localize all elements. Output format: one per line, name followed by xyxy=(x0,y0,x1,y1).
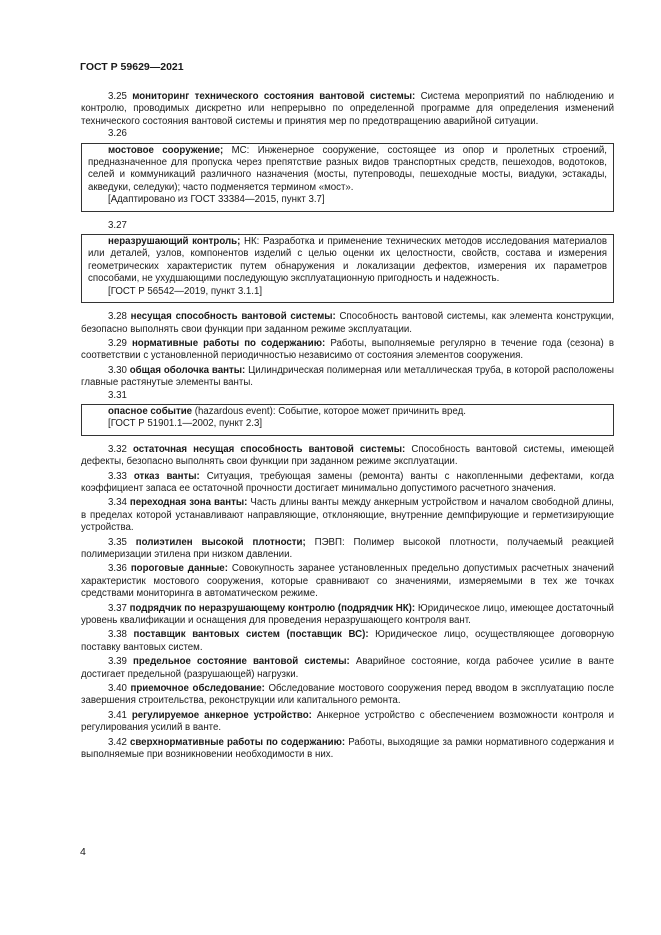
term-definition: МС: Инженерное сооружение, состоящее из опор и пролетных строений, предназначенное для пропуска через препятствие разных видов транспортных средств, пешеходов, водотоков, селей и коммуникаций различного назначения (мосты, путепроводы, пешеходные мосты, виадуки, эстакады, акведуки, селедуки); часто подменяется термином «мост». xyxy=(88,144,607,193)
terms-section xyxy=(81,91,614,762)
term-name: переходная зона ванты: xyxy=(129,497,248,509)
term-name: общая оболочка ванты: xyxy=(129,364,246,376)
term-name: отказ ванты: xyxy=(133,470,200,482)
term-definition: Работы, выполняемые регулярно в течение года (сезона) в соответствии с установленной периодичностью независимо от состояния элементов сооружения. xyxy=(81,337,614,362)
term-number-3-27: 3.27 xyxy=(108,219,127,231)
term-name: пороговые данные: xyxy=(130,563,228,575)
page-number: 4 xyxy=(80,846,86,858)
term-name: неразрушающий контроль; xyxy=(108,236,241,248)
term-number-3-31: 3.31 xyxy=(108,389,127,401)
term-definition: Ситуация, требующая замены (ремонта) ванты с накопленными дефектами, когда коэффициент запаса ее остаточной прочности достигает минимально допустимого расчетного значения. xyxy=(81,470,614,494)
term-definition: Обследование мостового сооружения перед вводом в эксплуатацию после завершения строительства, реконструкции или капитального ремонта. xyxy=(81,683,614,707)
term-entry-3-30: 3.30 общая оболочка ванты: Цилиндрическая полимерная или металлическая труба, в которой расположены главные растянутые элементы ванты. xyxy=(81,364,614,389)
term-entry-3-35: 3.35 полиэтилен высокой плотности; ПЭВП: Полимер высокой плотности, получаемый реакцией полимеризации этилена при низком давлении. xyxy=(81,536,614,560)
definition-source: [ГОСТ Р 56542—2019, пункт 3.1.1] xyxy=(108,285,263,297)
term-definition: Способность вантовой системы, как элемента конструкции, безопасно выполнять свои функции при заданном режиме эксплуатации. xyxy=(81,311,615,335)
term-name: нормативные работы по содержанию: xyxy=(131,337,326,349)
term-definition: Работы, выходящие за рамки нормативного содержания и выполняемые при возникновении необходимости в них. xyxy=(81,736,614,761)
term-entry-3-25: 3.25 мониторинг технического состояния вантовой системы: Система мероприятий по наблюдению и контролю, проводимых дискретно или непрерывно по определенной программе для определения изменений технического состояния вантовой системы и принятия мер по предотвращению аварийной ситуации. xyxy=(81,91,614,127)
term-definition: Анкерное устройство с обеспечением возможности контроля и регулирования усилий в ванте. xyxy=(81,709,615,734)
term-name: опасное событие xyxy=(108,405,193,417)
term-definition: Способность вантовой системы, имеющей дефекты, безопасно выполнять свои функции при заданном режиме эксплуатации. xyxy=(81,443,614,468)
term-definition: Аварийное состояние, когда рабочее усилие в ванте достигает предельной (разрушающей) нагрузки. xyxy=(81,656,614,680)
term-entry-3-38: 3.38 поставщик вантовых систем (поставщик ВС): Юридическое лицо, осуществляющее договорную поставку вантовых систем. xyxy=(81,629,614,653)
term-name: регулируемое анкерное устройство: xyxy=(131,709,312,721)
definition-source: [Адаптировано из ГОСТ 33384—2015, пункт 3.7] xyxy=(108,194,325,206)
term-entry-3-37: 3.37 подрядчик по неразрушающему контролю (подрядчик НК): Юридическое лицо, имеющее достаточный уровень квалификации и оснащения для проведения неразрушающего контроля вант. xyxy=(81,602,614,627)
term-name: остаточная несущая способность вантовой системы: xyxy=(132,443,406,455)
term-name: поставщик вантовых систем (поставщик ВС): xyxy=(133,629,369,641)
term-name: мониторинг технического состояния вантовой системы: xyxy=(132,91,416,102)
term-entry-3-36: 3.36 пороговые данные: Совокупность заранее установленных предельно допустимых расчетных значений характеристик мостового сооружения, которые сравнивают со значениями, измеряемыми в тех же точках средствами мониторинга в автоматическом режиме. xyxy=(81,563,614,600)
borrowed-definition-box-3-27 xyxy=(81,234,614,303)
term-definition: Цилиндрическая полимерная или металлическая труба, в которой расположены главные растянутые элементы ванты. xyxy=(81,364,614,389)
term-name: полиэтилен высокой плотности; xyxy=(135,536,306,548)
term-entry-3-33: 3.33 отказ ванты: Ситуация, требующая замены (ремонта) ванты с накопленными дефектами, когда коэффициент запаса ее остаточной прочности достигает минимально допустимого расчетного значения. xyxy=(81,470,614,494)
term-definition: Часть длины ванты между анкерным устройством и началом свободной длины, в пределах которой устанавливают направляющие, отклоняющие, внутренние демпфирующие и герметизирующие устройства. xyxy=(81,497,614,534)
term-definition: Юридическое лицо, имеющее достаточный уровень квалификации и оснащения для проведения неразрушающего контроля вант. xyxy=(81,602,614,627)
term-entry-3-42: 3.42 сверхнормативные работы по содержанию: Работы, выходящие за рамки нормативного содержания и выполняемые при возникновении необходимости в них. xyxy=(81,736,614,761)
term-definition: Совокупность заранее установленных предельно допустимых расчетных значений характеристик мостового сооружения, которые сравнивают со значениями, измеряемыми в тех же точках средствами мониторинга в автоматическом режиме. xyxy=(81,563,614,600)
term-definition: НК: Разработка и применение технических методов исследования материалов или деталей, узлов, компонентов изделий с целью оценки их целостности, свойств, состава и измерения геометрических характеристик путем обнаружения и локализации дефектов, измерения их параметров способами, не ухудшающими последующую эксплуатационную пригодность и надежность. xyxy=(88,236,607,285)
term-name: сверхнормативные работы по содержанию: xyxy=(129,736,346,748)
term-entry-3-29: 3.29 нормативные работы по содержанию: Работы, выполняемые регулярно в течение года (сезона) в соответствии с установленной периодичностью независимо от состояния элементов сооружения. xyxy=(81,337,614,362)
term-definition: Система мероприятий по наблюдению и контролю, проводимых дискретно или непрерывно по определенной программе для определения изменений технического состояния вантовой системы и принятия мер по предотвращению аварийной ситуации. xyxy=(81,91,614,127)
borrowed-definition-box-3-31 xyxy=(81,404,614,436)
term-name: несущая способность вантовой системы: xyxy=(130,311,336,323)
term-name: предельное состояние вантовой системы: xyxy=(132,656,350,668)
term-entry-3-32: 3.32 остаточная несущая способность вантовой системы: Способность вантовой системы, имеющей дефекты, безопасно выполнять свои функции при заданном режиме эксплуатации. xyxy=(81,443,614,468)
term-entry-3-39: 3.39 предельное состояние вантовой системы: Аварийное состояние, когда рабочее усилие в ванте достигает предельной (разрушающей) нагрузки. xyxy=(81,656,614,680)
term-entry-3-40: 3.40 приемочное обследование: Обследование мостового сооружения перед вводом в эксплуатацию после завершения строительства, реконструкции или капитального ремонта. xyxy=(81,683,614,707)
term-number-3-26: 3.26 xyxy=(108,128,127,140)
term-definition: ПЭВП: Полимер высокой плотности, получаемый реакцией полимеризации этилена при низком давлении. xyxy=(81,536,614,560)
term-name: приемочное обследование: xyxy=(130,683,265,695)
term-definition: (hazardous event): Событие, которое может причинить вред. xyxy=(194,405,466,417)
term-name: мостовое сооружение; xyxy=(108,144,224,156)
term-definition: Юридическое лицо, осуществляющее договорную поставку вантовых систем. xyxy=(81,629,614,653)
term-name: подрядчик по неразрушающему контролю (подрядчик НК): xyxy=(129,602,416,614)
definition-source: [ГОСТ Р 51901.1—2002, пункт 2.3] xyxy=(108,418,263,430)
term-entry-3-28: 3.28 несущая способность вантовой системы: Способность вантовой системы, как элемента конструкции, безопасно выполнять свои функции при заданном режиме эксплуатации. xyxy=(81,311,615,335)
term-entry-3-41: 3.41 регулируемое анкерное устройство: Анкерное устройство с обеспечением возможности контроля и регулирования усилий в ванте. xyxy=(81,709,615,734)
term-entry-3-34: 3.34 переходная зона ванты: Часть длины ванты между анкерным устройством и началом свободной длины, в пределах которой устанавливают направляющие, отклоняющие, внутренние демпфирующие и герметизирующие устройства. xyxy=(81,497,614,534)
borrowed-definition-box-3-26 xyxy=(81,143,614,212)
document-id: ГОСТ Р 59629—2021 xyxy=(80,61,184,73)
